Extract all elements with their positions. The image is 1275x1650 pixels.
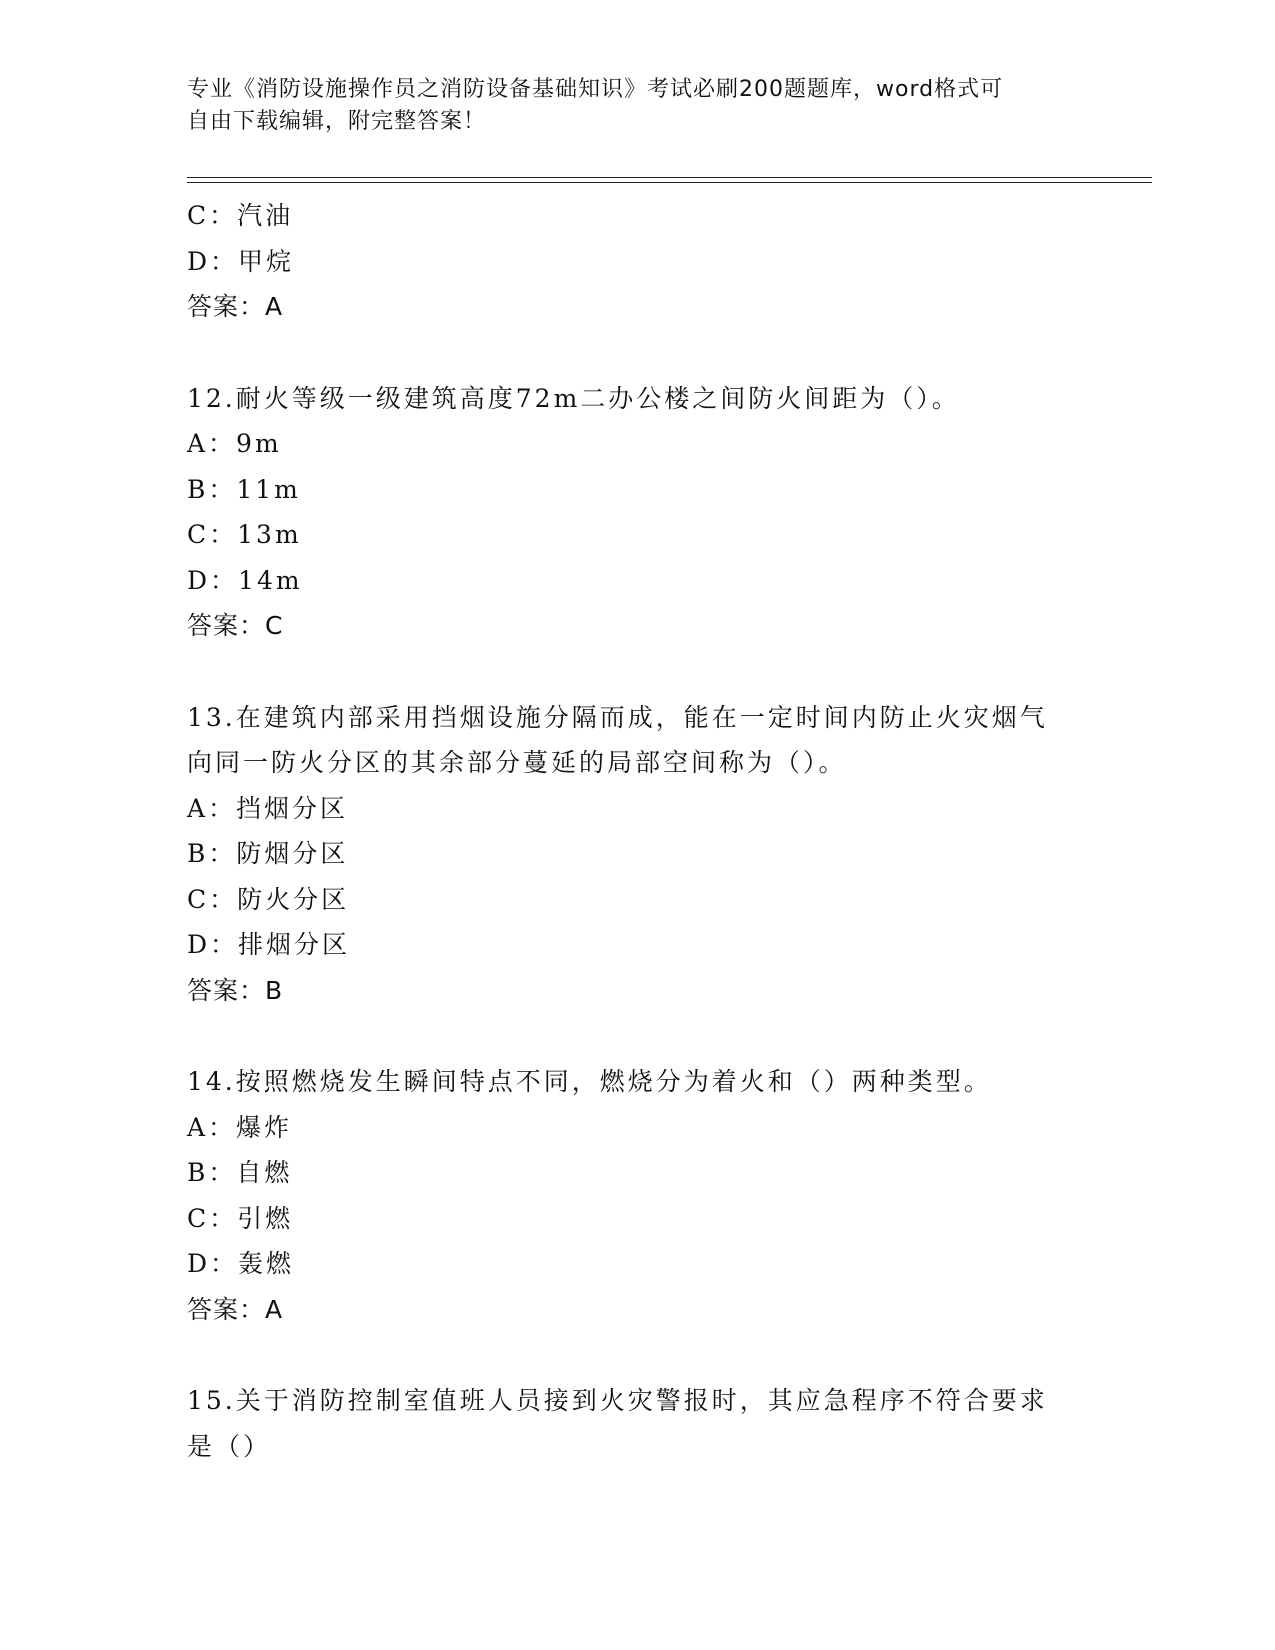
header-line-1: 专业《消防设施操作员之消防设备基础知识》考试必刷200题题库，word格式可 [187,77,1004,102]
question-block [187,695,1087,1014]
document-header [187,74,1087,138]
question-list [187,193,1087,1469]
option-d: D：14m [187,565,303,595]
header-line-2: 自由下载编辑，附完整答案！ [187,109,487,134]
option-a: A：9m [187,429,282,458]
option-b: B：防烟分区 [187,839,349,868]
question-text-continued: 向同一防火分区的其余部分蔓延的局部空间称为（）。 [187,748,847,777]
option-d: D：甲烷 [187,246,295,276]
question-text: 13.在建筑内部采用挡烟设施分隔而成，能在一定时间内防止火灾烟气 [187,702,1048,732]
answer-line: 答案：C [187,611,284,640]
question-block [187,376,1087,649]
question-block [187,1059,1087,1332]
option-d: D：轰燃 [187,1249,295,1278]
option-c: C：13m [187,520,302,549]
option-a: A：爆炸 [187,1112,293,1142]
answer-line: 答案：A [187,1294,284,1324]
question-text: 12.耐火等级一级建筑高度72m二办公楼之间防火间距为（）。 [187,383,960,413]
answer-line: 答案：A [187,292,284,321]
option-b: B：自燃 [187,1158,293,1187]
option-d: D：排烟分区 [187,930,351,959]
answer-line: 答案：B [187,975,284,1005]
question-block [187,1378,1087,1469]
question-text: 14.按照燃烧发生瞬间特点不同，燃烧分为着火和（）两种类型。 [187,1067,992,1096]
option-b: B：11m [187,474,301,504]
option-c: C：汽油 [187,201,294,230]
question-text-continued: 是（） [187,1431,272,1461]
option-c: C：引燃 [187,1203,294,1233]
header-divider-bottom [187,182,1152,183]
question-text: 15.关于消防控制室值班人员接到火灾警报时，其应急程序不符合要求 [187,1386,1048,1415]
question-block [187,193,1087,330]
option-c: C：防火分区 [187,884,350,914]
header-divider-top [187,177,1152,178]
option-a: A：挡烟分区 [187,793,349,823]
